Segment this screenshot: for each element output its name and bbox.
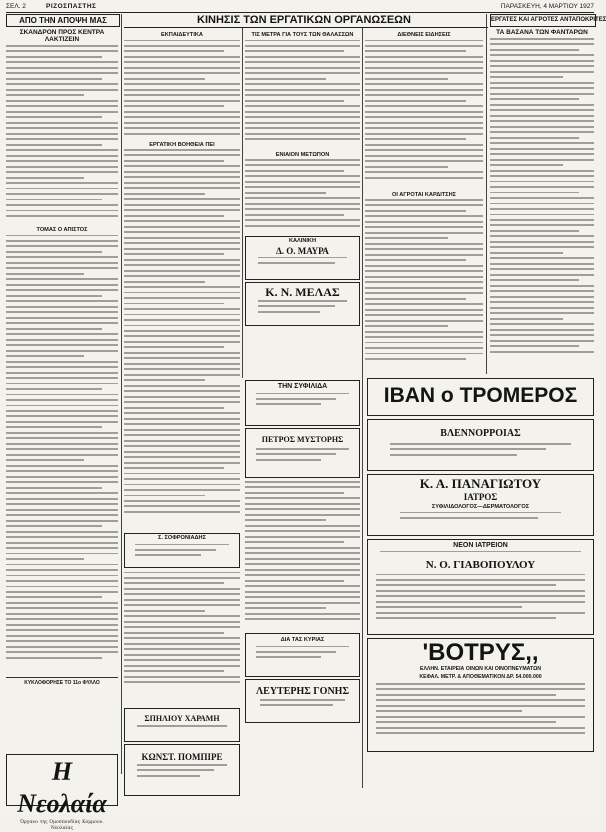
ad-neolaia-title: Η Νεολαία: [17, 757, 107, 818]
ad-ivan-title: ΙΒΑΝ ο ΤΡΟΜΕΡΟΣ: [383, 384, 578, 407]
ad-sofronidis-name: Σ. ΣΟΦΡΟΝΙΑΔΗΣ: [158, 535, 206, 541]
article-title-4: ΔΙΕΘΝΕΙΣ ΕΙΔΗΣΕΙΣ: [397, 32, 451, 38]
article-subtitle-2: ΕΡΓΑΤΙΚΗ ΒΟΗΘΕΙΑ ΠΕΙ: [149, 141, 215, 148]
column-4: [365, 30, 483, 375]
ad-votrys-title: 'ΒΟΤΡΥΣ,,: [422, 639, 539, 666]
ad-neolaia: [6, 754, 118, 831]
ad-votrys: [367, 638, 594, 752]
ad-sofronidis: [124, 533, 240, 568]
ad-farmakeion-title: ΠΕΤΡΟΣ ΜΥΣΤΟΡΗΣ: [261, 435, 344, 444]
ad-syfilidia: [245, 380, 360, 426]
article-title-1: ΣΚΑΝΔΡΟΝ ΠΡΟΣ ΚΕΝΤΡΑ ΛΑΚΤΙΖΕΙΝ: [19, 29, 105, 43]
ad-kalinikos: [245, 236, 360, 280]
ad-kafeneio-title: ΔΙΑ ΤΑΣ ΚΥΡΙΑΣ: [280, 637, 325, 643]
ad-syfilidia-title: ΤΗΝ ΣΥΦΙΛΙΔΑ: [277, 383, 328, 390]
section-labor: ΚΙΝΗΣΙΣ ΤΩΝ ΕΡΓΑΤΙΚΩΝ ΟΡΓΑΝΩΣΕΩΝ: [197, 14, 411, 26]
article-subtitle-3: ΕΝΙΑΙΟΝ ΜΕΤΩΠΟΝ: [275, 151, 330, 158]
ad-cycloforise: ΚΥΚΛΟΦΟΡΗΣΕ ΤΟ 11ο ΦΥΛΛΟ: [24, 679, 100, 686]
ad-drama: [124, 708, 240, 742]
ad-ivan: [367, 378, 594, 416]
ad-dikigoros: [245, 679, 360, 723]
ad-dikigorikon-name: ΚΩΝΣΤ. ΠΟΜΠΙΡΕ: [141, 752, 223, 762]
lower-center: [245, 378, 360, 808]
column-3: [245, 30, 360, 375]
ad-neolaia-sub: Όργανο της Ομοσπονδίας Κομμουν. Νεολαίας: [20, 820, 104, 831]
ad-neon-iatreion: [367, 539, 594, 635]
ad-kalinikos-title: ΚΑΛΙΝΙΚΗ: [288, 238, 317, 244]
ad-kafeneio: [245, 633, 360, 677]
section-villages: ΕΡΓΑΤΕΣ ΚΑΙ ΑΓΡΟΤΕΣ ΑΝΤΑΠΟΚΡΙΤΕΣ: [490, 14, 596, 27]
ad-mavra: Δ. Ο. ΜΑΥΡΑ: [276, 245, 329, 256]
ad-neon-title: ΝΕΟΝ ΙΑΤΡΕΙΟΝ: [453, 542, 508, 549]
article-subtitle-1: ΤΟΜΑΣ Ο ΑΠΙΣΤΟΣ: [36, 227, 88, 233]
ad-panagiotou-title: ΙΑΤΡΟΣ: [463, 492, 498, 502]
article-title-3: ΤΙΣ ΜΕΤΡΑ ΓΙΑ ΤΟΥΣ ΤΩΝ ΘΑΛΑΣΣΩΝ: [251, 32, 354, 38]
ad-block: [367, 378, 594, 808]
ad-vlennorrias-title: ΒΛΕΝΝΟΡΡΟΙΑΣ: [440, 428, 521, 439]
ad-drama-title: ΣΠΗΛΙΟΥ ΧΑΡΑΜΗ: [144, 714, 220, 723]
article-title-2: ΕΚΠΑΙΔΕΥΤΙΚΑ: [161, 32, 203, 38]
ad-votrys-sub: ΕΛΛΗΝ. ΕΤΑΙΡΕΙΑ ΟΙΝΩΝ ΚΑΙ ΟΙΝΟΠΝΕΥΜΑΤΩΝ: [420, 666, 541, 672]
section-opinion: ΑΠΟ ΤΗΝ ΑΠΟΨΗ ΜΑΣ: [6, 14, 120, 27]
column-1: [6, 28, 118, 748]
ad-panagiotou-spec: ΣΥΦΙΛΙΔΟΛΟΓΟΣ—ΔΕΡΜΑΤΟΛΟΓΟΣ: [431, 504, 530, 510]
ad-farmakeion: [245, 428, 360, 478]
ad-panagiotou: [367, 474, 594, 536]
column-5: [490, 28, 594, 373]
paper-name: ΡΙΖΟΣΠΑΣΤΗΣ: [46, 3, 97, 10]
ad-votrys-capital: ΚΕΦΑΛ. ΜΕΤΡ. & ΑΠΟΘΕΜΑΤΙΚΟΝ ΔΡ. 54.000.000: [419, 673, 542, 680]
article-subtitle-4: ΟΙ ΑΓΡΟΤΑΙ ΚΑΡΔΙΤΣΗΣ: [391, 191, 457, 198]
ad-vlennorrias: [367, 419, 594, 471]
ad-melas: [245, 282, 360, 326]
ad-dikigorikon: [124, 744, 240, 796]
issue-date: ΠΑΡΑΣΚΕΥΗ, 4 ΜΑΡΤΙΟΥ 1927: [500, 3, 594, 10]
ad-giavopoulos: Ν. Ο. ΓΙΑΒΟΠΟΥΛΟΥ: [425, 558, 536, 571]
article-title-5: ΤΑ ΒΑΣΑΝΑ ΤΩΝ ΦΑΝΤΑΡΩΝ: [496, 29, 588, 36]
ad-dikigoros-name: ΛΕΥΤΕΡΗΣ ΓΟΝΗΣ: [255, 686, 349, 697]
page-number: ΣΕΛ. 2: [6, 3, 26, 10]
column-2: [124, 30, 240, 775]
ad-panagiotou-name: Κ. Α. ΠΑΝΑΓΙΩΤΟΥ: [419, 476, 542, 491]
ad-melas-name: Κ. Ν. ΜΕΛΑΣ: [265, 285, 340, 299]
lower-left-ads: [124, 706, 240, 806]
